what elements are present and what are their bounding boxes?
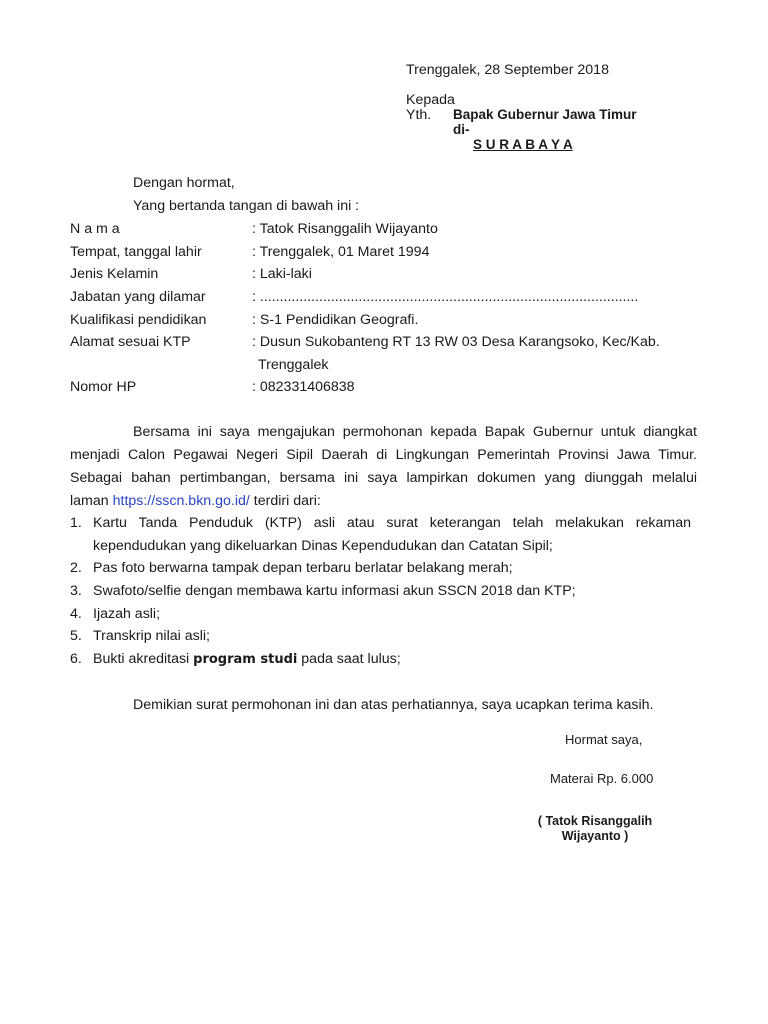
doc-num-2: 2. bbox=[70, 560, 82, 576]
identity-value-address: : Dusun Sukobanteng RT 13 RW 03 Desa Karangsoko, Kec/Kab. bbox=[252, 334, 660, 350]
doc-num-5: 5. bbox=[70, 628, 82, 644]
identity-value-ttl: : Trenggalek, 01 Maret 1994 bbox=[252, 244, 430, 260]
identity-label-position: Jabatan yang dilamar bbox=[70, 289, 206, 305]
stamp-label: Materai Rp. 6.000 bbox=[550, 771, 654, 786]
identity-value-gender: : Laki-laki bbox=[252, 266, 312, 282]
body-line-2: menjadi Calon Pegawai Negeri Sipil Daerah di Lingkungan Pemerintah Provinsi Jawa Timur. bbox=[70, 447, 697, 463]
intro: Yang bertanda tangan di bawah ini : bbox=[133, 198, 360, 214]
greeting: Dengan hormat, bbox=[133, 175, 235, 191]
doc-item-1: Kartu Tanda Penduduk (KTP) asli atau surat keterangan telah melakukan rekaman bbox=[93, 515, 691, 531]
identity-label-nama: N a m a bbox=[70, 221, 120, 237]
identity-value-address-cont: Trenggalek bbox=[258, 357, 329, 373]
doc-item-4: Ijazah asli; bbox=[93, 606, 161, 622]
recipient-city: S U R A B A Y A bbox=[473, 137, 573, 152]
signature-name bbox=[520, 814, 670, 844]
body-line-3: Sebagai bahan pertimbangan, bersama ini saya lampirkan dokumen yang diunggah melalui bbox=[70, 470, 697, 486]
doc-num-3: 3. bbox=[70, 583, 82, 599]
body-paragraph bbox=[70, 424, 697, 516]
doc-num-4: 4. bbox=[70, 606, 82, 622]
closing-text: Demikian surat permohonan ini dan atas perhatiannya, saya ucapkan terima kasih. bbox=[133, 697, 654, 713]
identity-label-ttl: Tempat, tanggal lahir bbox=[70, 244, 202, 260]
identity-value-position: : ................................................................................................ bbox=[252, 289, 639, 305]
doc-item-6-post: pada saat lulus; bbox=[301, 651, 401, 667]
signature-name-line-2: Wijayanto ) bbox=[561, 829, 629, 843]
doc-item-3: Swafoto/selfie dengan membawa kartu informasi akun SSCN 2018 dan KTP; bbox=[93, 583, 576, 599]
doc-item-2: Pas foto berwarna tampak depan terbaru berlatar belakang merah; bbox=[93, 560, 513, 576]
sscn-link[interactable]: https://sscn.bkn.go.id/ bbox=[112, 493, 250, 509]
identity-label-education: Kualifikasi pendidikan bbox=[70, 312, 207, 328]
identity-label-phone: Nomor HP bbox=[70, 379, 137, 395]
place-date: Trenggalek, 28 September 2018 bbox=[406, 62, 609, 78]
signature-name-line-1: ( Tatok Risanggalih bbox=[537, 814, 653, 828]
closing-regards: Hormat saya, bbox=[565, 732, 643, 747]
doc-item-6-bold: program studi bbox=[193, 652, 298, 667]
doc-num-1: 1. bbox=[70, 515, 82, 531]
doc-item-1-cont: kependudukan yang dikeluarkan Dinas Kependudukan dan Catatan Sipil; bbox=[93, 538, 553, 554]
body-line-4-pre: laman bbox=[70, 493, 109, 509]
doc-item-5: Transkrip nilai asli; bbox=[93, 628, 210, 644]
identity-value-nama: : Tatok Risanggalih Wijayanto bbox=[252, 221, 438, 237]
body-line-1: Bersama ini saya mengajukan permohonan kepada Bapak Gubernur untuk diangkat bbox=[133, 424, 697, 440]
doc-item-6-pre: Bukti akreditasi bbox=[93, 651, 190, 667]
doc-num-6: 6. bbox=[70, 651, 82, 667]
body-line-4-post: terdiri dari: bbox=[253, 493, 321, 509]
identity-value-phone: : 082331406838 bbox=[252, 379, 355, 395]
recipient-di: di- bbox=[453, 122, 470, 137]
identity-value-education: : S-1 Pendidikan Geografi. bbox=[252, 312, 419, 328]
doc-item-6 bbox=[93, 651, 401, 668]
yth-label: Yth. bbox=[406, 107, 432, 123]
recipient: Bapak Gubernur Jawa Timur bbox=[453, 107, 637, 122]
kepada-label: Kepada bbox=[406, 92, 455, 108]
identity-label-gender: Jenis Kelamin bbox=[70, 266, 159, 282]
identity-label-address: Alamat sesuai KTP bbox=[70, 334, 191, 350]
body-line-4 bbox=[70, 493, 697, 516]
